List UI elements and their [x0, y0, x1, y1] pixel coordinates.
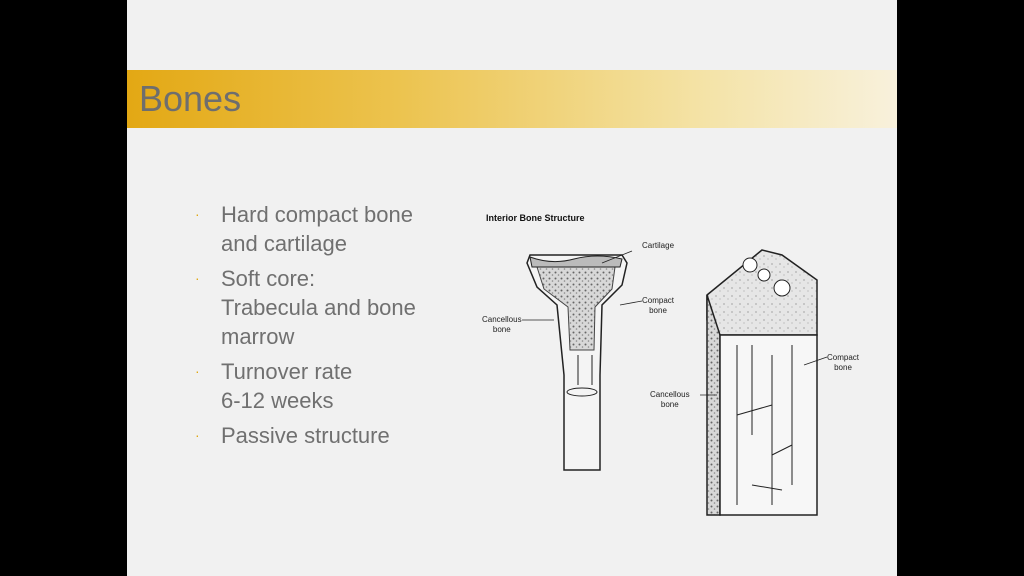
bullet-item: [187, 200, 467, 258]
compact-bone-label-right: Compact bone: [827, 353, 860, 372]
bullet-text: Hard compact bone and cartilage: [221, 202, 413, 256]
long-bone-section: [527, 255, 627, 470]
cancellous-bone-label-right: Cancellous bone: [650, 390, 690, 409]
cancellous-bone-label-left: Cancellous bone: [482, 315, 522, 334]
bullet-text: Turnover rate 6-12 weeks: [221, 359, 353, 413]
bone-cross-section: [707, 250, 817, 515]
bullet-icon: ·: [195, 363, 200, 379]
bullet-text: Soft core: Trabecula and bone marrow: [221, 266, 416, 349]
bullet-icon: ·: [195, 270, 200, 286]
bullet-icon: ·: [195, 427, 200, 443]
slide: [127, 0, 897, 576]
figure-title: Interior Bone Structure: [486, 213, 585, 223]
bullet-item: [187, 357, 467, 415]
compact-bone-label-left: Compact bone: [642, 296, 675, 315]
bullet-icon: ·: [195, 206, 200, 222]
bullet-item: [187, 264, 467, 351]
bullet-item: [187, 421, 467, 450]
cartilage-label: Cartilage: [642, 241, 675, 250]
title-bar: [127, 70, 897, 128]
bullet-text: Passive structure: [221, 423, 390, 448]
bullet-list: [187, 200, 467, 456]
slide-title: Bones: [139, 78, 242, 119]
bone-structure-figure: [482, 205, 897, 535]
